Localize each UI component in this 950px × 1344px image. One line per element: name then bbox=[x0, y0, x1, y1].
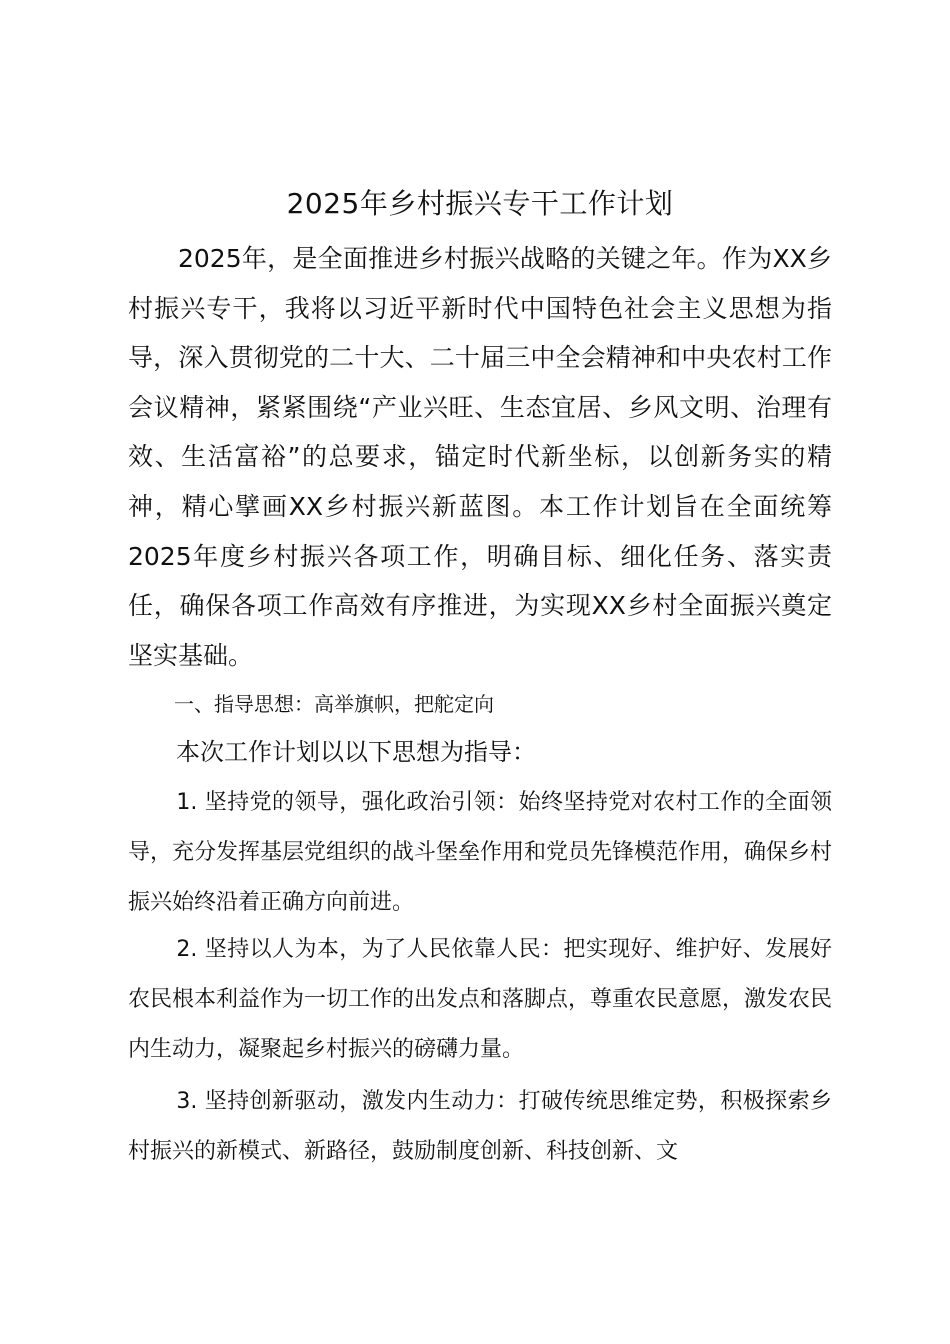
guiding-point-1: 1. 坚持党的领导，强化政治引领：始终坚持党对农村工作的全面领导，充分发挥基层党组织的战斗堡垒作用和党员先锋模范作用，确保乡村振兴始终沿着正确方向前进。 bbox=[128, 790, 833, 915]
section-lead-text: 本次工作计划以以下思想为指导： bbox=[176, 738, 536, 766]
guiding-point-3: 3. 坚持创新驱动，激发内生动力：打破传统思维定势，积极探索乡村振兴的新模式、新路径，鼓励制度创新、科技创新、文 bbox=[128, 1089, 832, 1164]
section-heading: 一、指导思想：高举旗帜，把舵定向 bbox=[174, 692, 494, 716]
guiding-point-2: 2. 坚持以人为本，为了人民依靠人民：把实现好、维护好、发展好农民根本利益作为一切工作的出发点和落脚点，尊重农民意愿，激发农民内生动力，凝聚起乡村振兴的磅礴力量。 bbox=[128, 937, 833, 1062]
intro-paragraph: 2025年，是全面推进乡村振兴战略的关键之年。作为XX乡村振兴专干，我将以习近平新时代中国特色社会主义思想为指导，深入贯彻党的二十大、二十届三中全会精神和中央农村工作会议精神，紧紧围绕“产业兴旺、生态宜居、乡风文明、治理有效、生活富裕”的总要求，锚定时代新坐标，以创新务实的精神，精心擘画XX乡村振兴新蓝图。本工作计划旨在全面统筹2025年度乡村振兴各项工作，明确目标、细化任务、落实责任，确保各项工作高效有序推进，为实现XX乡村全面振兴奠定坚实基础。 bbox=[128, 244, 832, 670]
document-title: 2025年乡村振兴专干工作计划 bbox=[286, 187, 674, 220]
